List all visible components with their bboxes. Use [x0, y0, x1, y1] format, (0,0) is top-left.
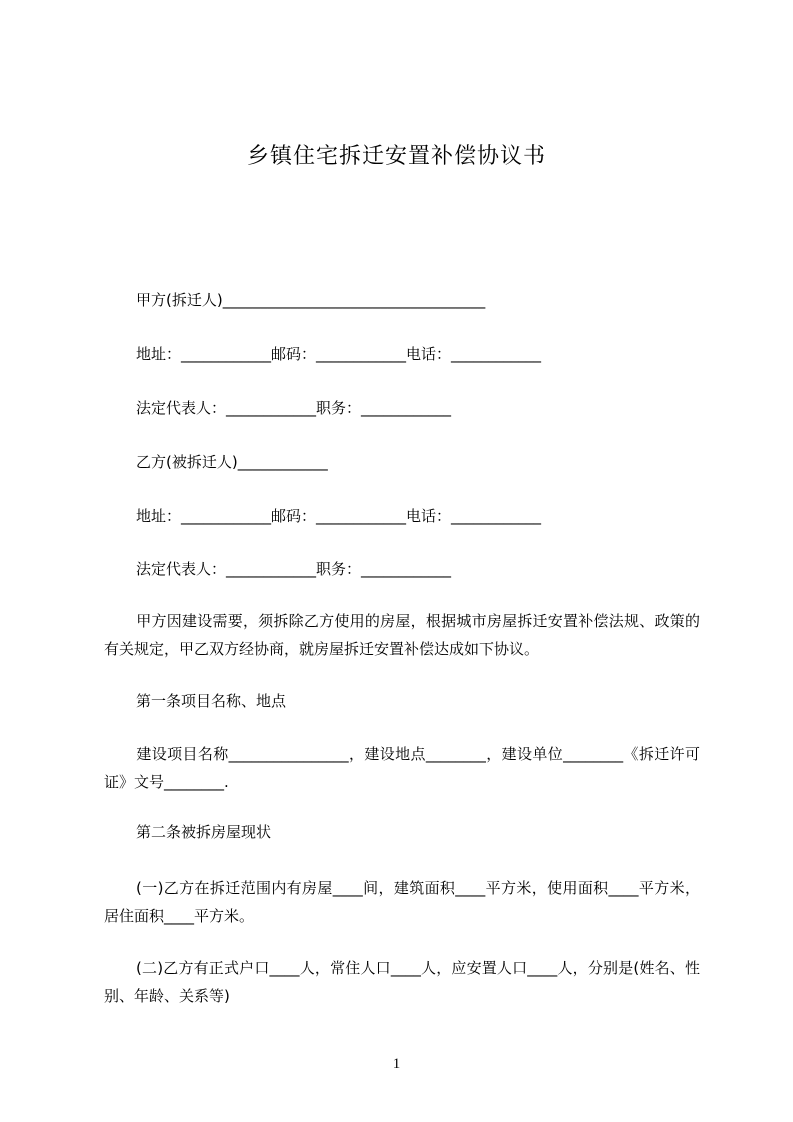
article1-body [104, 740, 700, 796]
party-b-contact: 地址：____________邮码：____________电话：____________ [136, 507, 542, 525]
page-number: 1 [392, 1056, 401, 1072]
article2-heading: 第二条被拆房屋现状 [136, 823, 272, 841]
document-title: 乡镇住宅拆迁安置补偿协议书 [246, 144, 546, 169]
party-a-header: 甲方(拆迁人)___________________________________ [136, 291, 486, 309]
article2-item2 [104, 954, 700, 1010]
article2-item2-text: (二)乙方有正式户口____人，常住人口____人，应安置人口____人，分别是(姓名、性别、年龄、关系等) [104, 959, 700, 1005]
article2-item1-text: (一)乙方在拆迁范围内有房屋____间，建筑面积____平方米，使用面积____平方米，居住面积____平方米。 [104, 879, 700, 925]
preamble-text: 甲方因建设需要，须拆除乙方使用的房屋，根据城市房屋拆迁安置补偿法规、政策的有关规定，甲乙双方经协商，就房屋拆迁安置补偿达成如下协议。 [104, 612, 700, 658]
preamble-paragraph [104, 607, 700, 663]
party-a-representative: 法定代表人：____________职务：____________ [136, 399, 452, 417]
party-b-representative: 法定代表人：____________职务：____________ [136, 560, 452, 578]
party-a-contact: 地址：____________邮码：____________电话：____________ [136, 345, 542, 363]
article2-item1 [104, 874, 700, 930]
article1-text: 建设项目名称________________，建设地点________，建设单位________《拆迁许可证》文号________. [104, 745, 700, 791]
article1-heading: 第一条项目名称、地点 [136, 692, 287, 710]
party-b-header: 乙方(被拆迁人)____________ [136, 453, 328, 471]
